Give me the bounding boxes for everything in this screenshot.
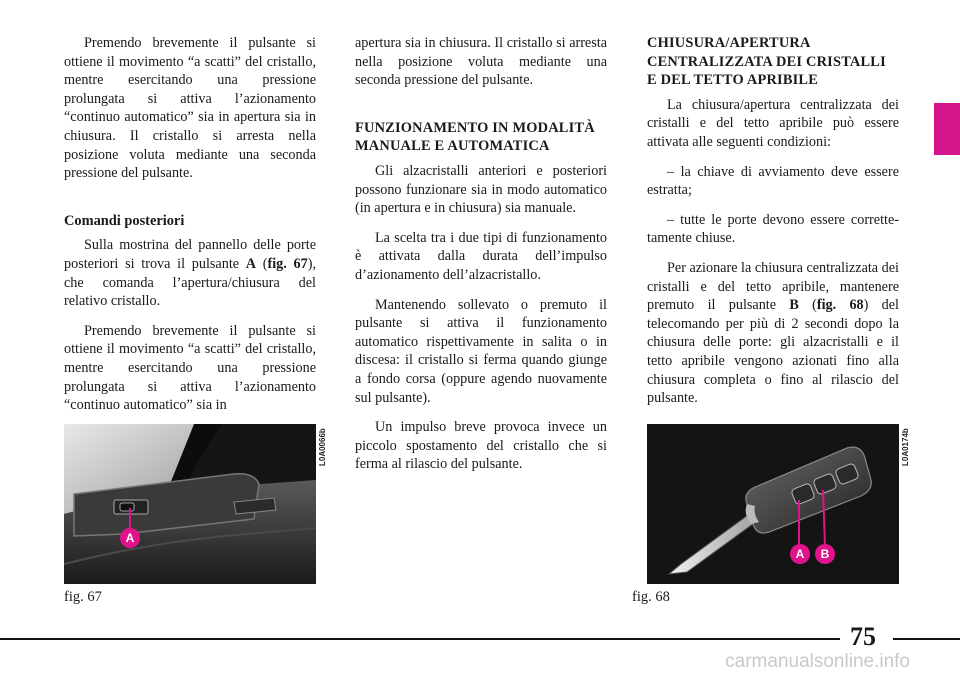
paragraph: Mantenendo sollevato o premuto il pulsante si attiva il funzionamento automatico rispettivamente in salita o in discesa: il cristallo si ferma quando giunge a fondo corsa (oppure agendo nuovamente sul pulsante). [355, 296, 607, 406]
section-tab [934, 103, 960, 155]
callout-badge-a: A [120, 528, 140, 548]
column-right [647, 34, 899, 419]
column-middle [355, 34, 607, 485]
column-left [64, 34, 316, 426]
figure-caption: fig. 68 [632, 589, 670, 605]
figure-code: L0A0066b [318, 428, 327, 466]
section-heading: CHIUSURA/APERTURA CENTRALIZZATA DEI CRISTALLI E DEL TETTO APRIBILE [647, 35, 886, 89]
callout-badge-b: B [815, 544, 835, 564]
footer-rule [0, 638, 840, 640]
paragraph: Premendo brevemente il pulsante si ottiene il movimento “a scatti” del cristallo, mentre esercitando una pressione prolungata si attiva l’azionamento “continuo automatico” sia in apertura sia in chiusura. Il cristallo si arresta nella posizione voluta mediante una seconda pressione del pulsante. [64, 35, 316, 182]
door-panel-illustration [64, 424, 316, 584]
paragraph: Per azionare la chiusura centralizzata dei cristalli e del tetto apribile, mantenere premuto il pulsante B (fig. 68) del telecomando per più di 2 secondi dopo la chiusura delle porte: gli alzacristalli e il tetto apribile vengono azionati fino alla chiusura completa o fino al rilascio del pulsante. [647, 259, 899, 407]
paragraph: Premendo brevemente il pulsante si ottiene il movimento “a scatti” del cristallo, mentre esercitando una pressione prolungata si attiva l’azionamento “continuo automatico” sia in [64, 322, 316, 414]
section-heading: Comandi posteriori [64, 212, 185, 229]
figure-caption: fig. 67 [64, 589, 102, 605]
page-number: 75 [850, 622, 876, 651]
footer-rule [893, 638, 960, 640]
paragraph: apertura sia in chiusura. Il cristallo si arresta nella posizione voluta mediante una seconda pressione del pulsante. [355, 35, 607, 89]
paragraph: Sulla mostrina del pannello delle porte posteriori si trova il pulsante A (fig. 67), che comanda l’apertura/chiusura del relativo cristallo. [64, 237, 316, 310]
paragraph: Gli alzacristalli anteriori e posteriori possono funzionare sia in modo automatico (in apertura e in chiusura) sia manuale. [355, 162, 607, 217]
figure-code: L0A0174b [901, 428, 910, 466]
figure-key-fob [647, 424, 899, 584]
paragraph: – la chiave di avviamento deve essere estratta; [647, 163, 899, 199]
paragraph: La chiusura/apertura centralizzata dei cristalli e del tetto apribile può essere attivata alle seguenti condizioni: [647, 96, 899, 150]
callout-badge-a: A [790, 544, 810, 564]
figure-door-switch [64, 424, 316, 584]
paragraph: Un impulso breve provoca invece un piccolo spostamento del cristallo che si ferma al rilascio del pulsante. [355, 419, 607, 473]
watermark: carmanualsonline.info [725, 651, 910, 672]
paragraph: La scelta tra i due tipi di funzionamento è attivata dalla durata dell’impulso d’azionamento dell’alzacristallo. [355, 229, 607, 283]
section-heading: FUNZIONAMENTO IN MODALITÀ MANUALE E AUTOMATICA [355, 119, 595, 155]
key-fob-illustration [647, 424, 899, 584]
paragraph: – tutte le porte devono essere correttetamente chiuse. [647, 211, 899, 247]
